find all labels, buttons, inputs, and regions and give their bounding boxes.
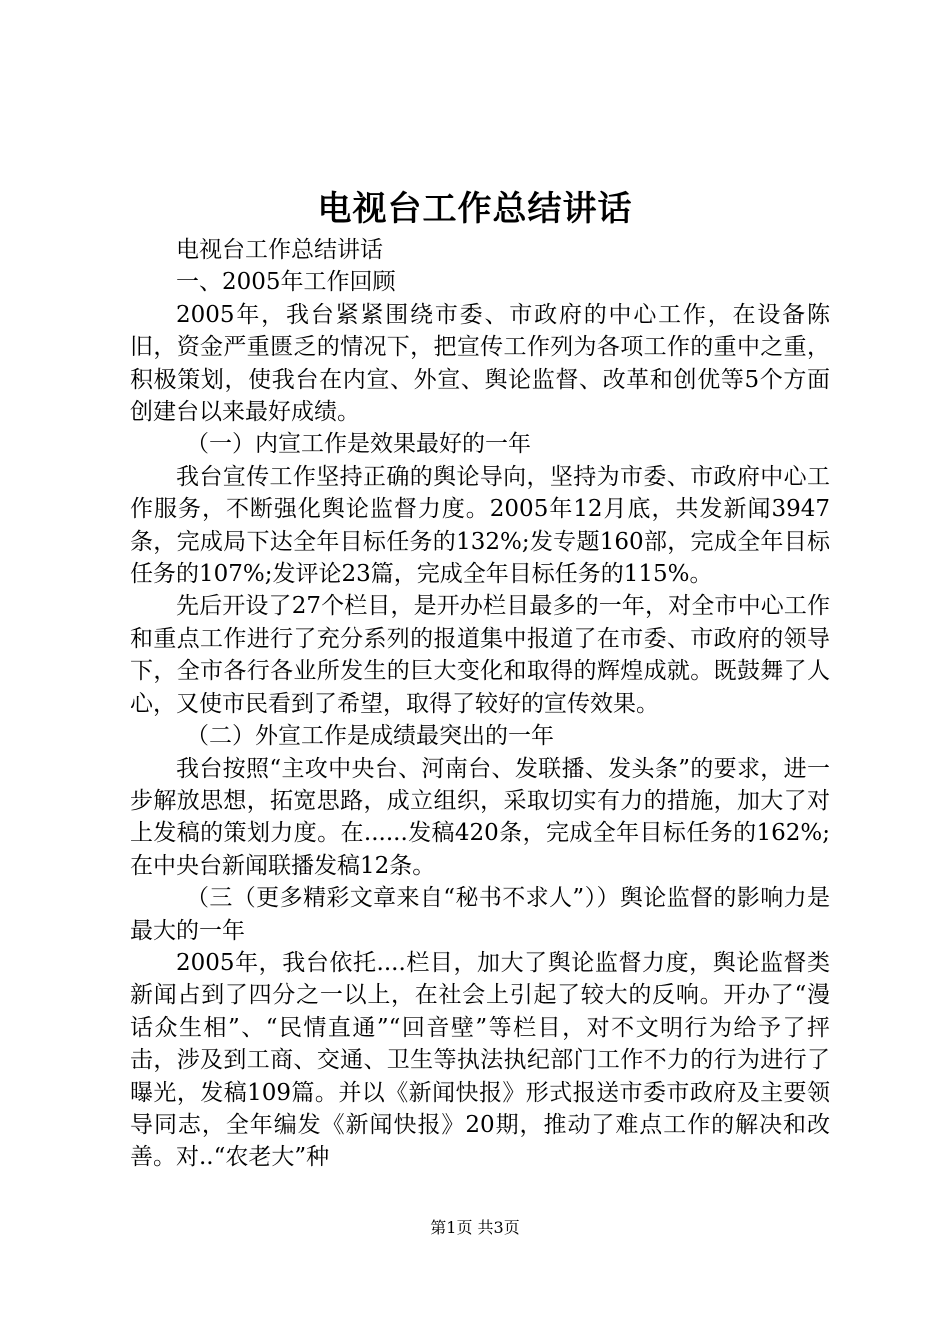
subsection-heading-internal: （一）内宣工作是效果最好的一年 xyxy=(186,431,531,458)
body-paragraph: 我台按照“主攻中央台、河南台、发联播、发头条”的要求，进一步解放思想，拓宽思路，成立组织，采取切实有力的措施，加大了对上发稿的策划力度。在......发稿420条，完成全年目标任务的162%;在中央台新闻联播发稿12条。 xyxy=(130,755,830,879)
body-paragraph: 我台宣传工作坚持正确的舆论导向，坚持为市委、市政府中心工作服务，不断强化舆论监督力度。2005年12月底，共发新闻3947条，完成局下达全年目标任务的132%;发专题160部，完成全年目标任务的107%;发评论23篇，完成全年目标任务的115%。 xyxy=(130,463,830,588)
document-body xyxy=(130,234,830,1174)
document-title: 电视台工作总结讲话 xyxy=(317,189,633,229)
page-footer: 第1页 共3页 xyxy=(430,1218,520,1237)
body-paragraph: 2005年，我台紧紧围绕市委、市政府的中心工作，在设备陈旧，资金严重匮乏的情况下，把宣传工作列为各项工作的重中之重，积极策划，使我台在内宣、外宣、舆论监督、改革和创优等5个方面创建台以来最好成绩。 xyxy=(130,301,830,426)
subsection-heading-supervision: （三（更多精彩文章来自“秘书不求人”））舆论监督的影响力是最大的一年 xyxy=(130,885,830,944)
body-paragraph: 2005年，我台依托....栏目，加大了舆论监督力度，舆论监督类新闻占到了四分之一以上，在社会上引起了较大的反响。开办了“漫话众生相”、“民情直通”“回音壁”等栏目，对不文明行为给予了抨击，涉及到工商、交通、卫生等执法执纪部门工作不力的行为进行了曝光，发稿109篇。并以《新闻快报》形式报送市委市政府及主要领导同志，全年编发《新闻快报》20期，推动了难点工作的解决和改善。对..“农老大”种 xyxy=(130,949,830,1171)
body-paragraph-subtitle: 电视台工作总结讲话 xyxy=(176,237,383,263)
section-heading-review: 一、2005年工作回顾 xyxy=(176,269,396,296)
subsection-heading-external: （二）外宣工作是成绩最突出的一年 xyxy=(186,723,554,750)
body-paragraph: 先后开设了27个栏目，是开办栏目最多的一年，对全市中心工作和重点工作进行了充分系列的报道集中报道了在市委、市政府的领导下，全市各行各业所发生的巨大变化和取得的辉煌成就。既鼓舞了人心，又使市民看到了希望，取得了较好的宣传效果。 xyxy=(130,593,830,717)
